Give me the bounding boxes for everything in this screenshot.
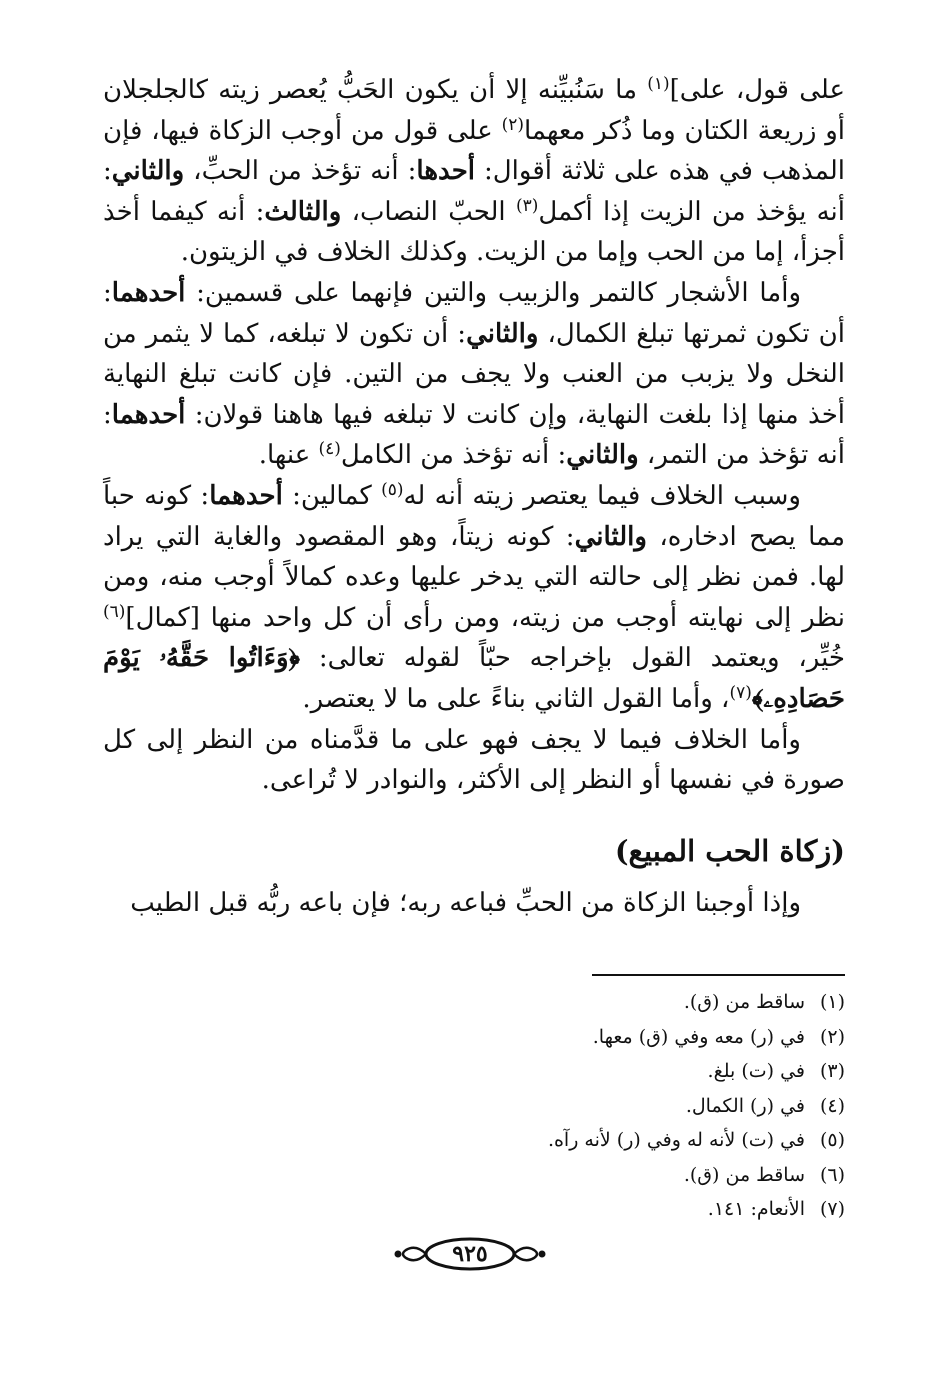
text-run: وأما الخلاف فيما لا يجف فهو على ما قدَّمناه من النظر إلى كل صورة في نفسها أو النظر إلى الأكثر، والنوادر لا تُراعى.	[103, 724, 845, 796]
footnote-item	[380, 1123, 845, 1158]
bold-term: والثالث	[264, 196, 342, 227]
last-paragraph: وإذا أوجبنا الزكاة من الحبِّ فباعه ربه؛ فإن باعه ربُّه قبل الطيب	[130, 887, 801, 918]
paragraph	[103, 70, 845, 273]
text-run: : أن تكون ثمرتها تبلغ الكمال،	[103, 277, 845, 349]
footnotes	[380, 985, 845, 1227]
text-run: وسبب الخلاف فيما يعتصر زيته أنه له	[403, 480, 801, 511]
footnote-number: (٢)	[819, 1025, 845, 1048]
footnote-number: (٧)	[819, 1198, 845, 1220]
paragraph	[103, 720, 845, 801]
page-number-ornament	[390, 1234, 550, 1274]
text-run: على قول، على]	[669, 75, 845, 105]
text-run: : أنه تؤخذ من التمر،	[103, 399, 845, 471]
footnote-number: (٥)	[819, 1129, 845, 1151]
footnote-item	[380, 1089, 845, 1124]
footnote-text: ساقط من (ق).	[683, 1163, 805, 1186]
footnote-item	[380, 1020, 845, 1055]
footnote-marker: (٤)	[318, 439, 341, 460]
footnote-text: في (ر) الكمال.	[685, 1094, 805, 1117]
text-run: : أن تكون لا تبلغه، كما لا يثمر من النخل ولا يزبب من العنب ولا يجف من التين. فإن كانت تبلغ النهاية أخذ منها إذا بلغت النهاية، وإن كانت لا تبلغه فيها هاهنا قولان:	[103, 318, 845, 430]
bold-term: والثاني	[111, 156, 185, 187]
bold-term: أحدها	[416, 156, 475, 187]
footnote-marker: (١)	[647, 74, 670, 94]
main-text	[103, 70, 845, 923]
text-run: : أنه تؤخذ من الحبِّ،	[184, 156, 417, 187]
text-run: على قول من أوجب الزكاة فيها، فإن المذهب في هذه على ثلاثة أقوال:	[103, 115, 845, 187]
footnote-number: (٦)	[819, 1163, 845, 1186]
bold-term: أحدهما	[111, 277, 186, 308]
footnote-marker: (٣)	[515, 195, 539, 216]
text-run: وأما الأشجار كالتمر والزبيب والتين فإنهما على قسمين:	[185, 277, 801, 308]
paragraph	[103, 476, 845, 720]
footnote-item	[380, 1158, 845, 1193]
text-run: كمالين:	[282, 480, 382, 511]
text-run: : كونه زيتاً، وهو المقصود والغاية التي يراد لها. فمن نظر إلى حالته التي يدخر عليها وعده كمالاً أوجب منه، ومن نظر إلى نهايته أوجب من زيته، ومن رأى أن كل واحد منها [كمال]	[103, 521, 845, 633]
footnote-separator	[592, 974, 845, 976]
footnote-text: في (ت) لأنه له وفي (ر) لأنه رآه.	[547, 1129, 805, 1151]
footnote-text: في (ر) معه وفي (ق) معها.	[592, 1025, 805, 1048]
footnote-text: في (ت) بلغ.	[707, 1060, 805, 1082]
text-run: : كونه حباً مما يصح ادخاره،	[103, 480, 845, 552]
bold-term: والثاني	[466, 318, 539, 349]
paragraph	[103, 273, 845, 476]
footnote-text: الأنعام: ١٤١.	[707, 1198, 805, 1220]
section-heading: (زكاة الحب المبيع)	[614, 833, 845, 868]
text-run: عنها.	[258, 440, 319, 471]
text-run: : أنه يؤخذ من الزيت إذا أكمل	[103, 156, 846, 227]
footnote-item	[380, 1054, 845, 1089]
footnote-text: ساقط من (ق).	[683, 991, 805, 1013]
footnote-marker: (٧)	[729, 682, 752, 703]
footnote-number: (٣)	[819, 1060, 845, 1082]
footnote-marker: (٦)	[103, 601, 126, 622]
bold-term: والثاني	[566, 440, 639, 471]
footnote-item	[380, 1192, 845, 1227]
footnote-number: (٤)	[819, 1094, 845, 1117]
text-run: الحبّ النصاب،	[341, 196, 516, 227]
text-run: ، وأما القول الثاني بناءً على ما لا يعتصر.	[302, 683, 730, 714]
bold-term: أحدهما	[209, 480, 283, 511]
text-run: : أنه كيفما أخذ أجزأ، إما من الحب وإما من الزيت. وكذلك الخلاف في الزيتون.	[103, 196, 845, 268]
page-number: ٩٢٥	[452, 1241, 488, 1267]
footnote-item	[380, 985, 845, 1020]
text-run: : أنه تؤخذ من الكامل	[340, 440, 567, 471]
bold-term: أحدهما	[111, 399, 186, 430]
quran-quote: ﴿وَءَاتُوا حَقَّهُۥ يَوْمَ حَصَادِهِۦ﴾	[103, 643, 845, 714]
body-paragraphs	[103, 70, 845, 801]
bold-term: والثاني	[574, 521, 647, 552]
text-run: ما سَنُبيِّنه إلا أن يكون الحَبُّ يُعصر زيته كالجلجلان أو زريعة الكتان وما ذُكر معهما	[103, 75, 845, 146]
footnote-marker: (٥)	[381, 479, 404, 500]
text-run: خُيِّر، ويعتمد القول بإخراجه حبّاً لقوله تعالى:	[300, 643, 845, 674]
footnote-number: (١)	[819, 991, 845, 1013]
footnote-marker: (٢)	[501, 114, 524, 135]
